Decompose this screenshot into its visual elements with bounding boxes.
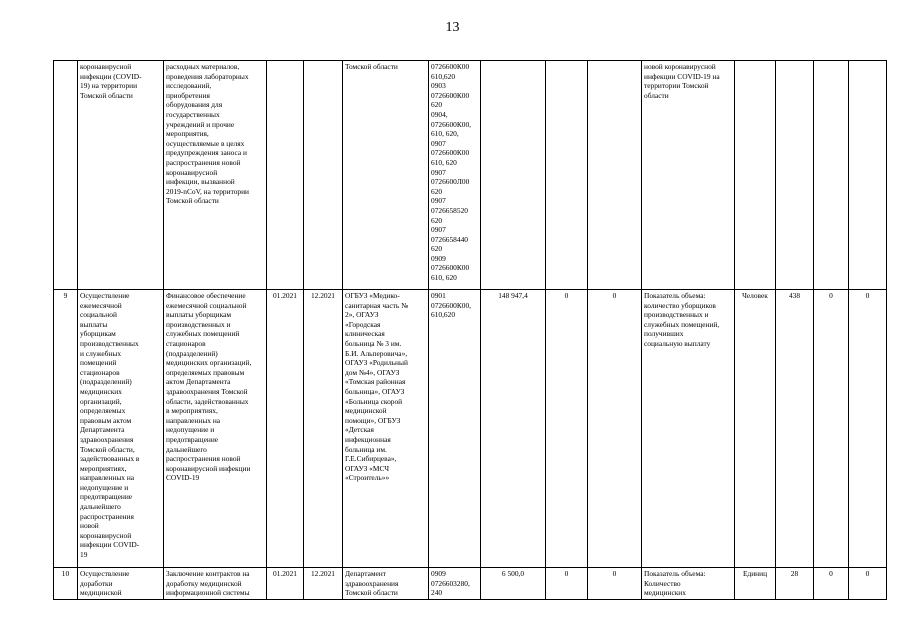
start-date: 01.2021 bbox=[267, 568, 304, 600]
executor: Томской области bbox=[343, 61, 429, 290]
value-2: 0 bbox=[814, 568, 849, 600]
budget-code: 0901 0726600К00, 610,620 bbox=[429, 290, 481, 568]
value-1: 438 bbox=[776, 290, 814, 568]
end-date: 12.2021 bbox=[304, 290, 343, 568]
budget-code: 0726600К00 610,620 0903 0726600К00 620 0904, 0726600К00, 610, 620, 0907 0726600К00 610, 620 0907 0726600Л00 620 0907 0726658520 620 0907 0726658440 620 0909 0726600К00 610, 620 bbox=[429, 61, 481, 290]
unit: Единиц bbox=[735, 568, 776, 600]
value-3: 0 bbox=[849, 568, 887, 600]
table-row bbox=[54, 568, 887, 600]
amount-2 bbox=[546, 61, 588, 290]
executor: ОГБУЗ «Медико- санитарная часть № 2», ОГАУЗ «Городская клиническая больница № 3 им. Б.И. Альперовича», ОГАУЗ «Родильный дом №4», ОГАУЗ «Томская районная больница», ОГАУЗ «Больница скорой медицинской помощи», ОГБУЗ «Детская инфекционная больница им. Г.Е.Сибирцева», ОГАУЗ «МСЧ «Строитель»» bbox=[343, 290, 429, 568]
amount-1 bbox=[481, 61, 546, 290]
measure-name: Осуществление доработки медицинской bbox=[78, 568, 164, 600]
amount-2: 0 bbox=[546, 290, 588, 568]
row-number: 10 bbox=[54, 568, 78, 600]
unit: Человек bbox=[735, 290, 776, 568]
executor: Департамент здравоохранения Томской области bbox=[343, 568, 429, 600]
indicator: Показатель объема: количество уборщиков производственных и служебных помещений, получивших социальную выплату bbox=[642, 290, 735, 568]
measures-table bbox=[53, 60, 887, 600]
unit bbox=[735, 61, 776, 290]
amount-2: 0 bbox=[546, 568, 588, 600]
value-2 bbox=[814, 61, 849, 290]
value-3: 0 bbox=[849, 290, 887, 568]
start-date: 01.2021 bbox=[267, 290, 304, 568]
end-date: 12.2021 bbox=[304, 568, 343, 600]
indicator: Показатель объема: Количество медицинских bbox=[642, 568, 735, 600]
amount-3: 0 bbox=[588, 568, 642, 600]
start-date bbox=[267, 61, 304, 290]
row-number bbox=[54, 61, 78, 290]
amount-3 bbox=[588, 61, 642, 290]
amount-1: 148 947,4 bbox=[481, 290, 546, 568]
page-number: 13 bbox=[445, 20, 460, 35]
budget-code: 0909 0726603280, 240 bbox=[429, 568, 481, 600]
value-1 bbox=[776, 61, 814, 290]
measure-name: Осуществление ежемесячной социальной выплаты уборщикам производственных и служебных помещений стационаров (подразделений) медицинских организаций, определяемых правовым актом Департамента здравоохранения Томской области, задействованных в мероприятиях, направленных на недопущение и предотвращение дальнейшего распространения новой коронавирусной инфекции COVID- 19 bbox=[78, 290, 164, 568]
indicator: новой коронавирусной инфекции COVID-19 на территории Томской области bbox=[642, 61, 735, 290]
end-date bbox=[304, 61, 343, 290]
measure-description: Финансовое обеспечение ежемесячной социальной выплаты уборщикам производственных и служебных помещений стационаров (подразделений) медицинских организаций, определяемых правовым актом Департамента здравоохранения Томской области, задействованных в мероприятиях, направленных на недопущение и предотвращение дальнейшего распространения новой коронавирусной инфекции COVID-19 bbox=[164, 290, 267, 568]
table-row bbox=[54, 61, 887, 290]
amount-1: 6 500,0 bbox=[481, 568, 546, 600]
value-2: 0 bbox=[814, 290, 849, 568]
value-1: 28 bbox=[776, 568, 814, 600]
table-row bbox=[54, 290, 887, 568]
amount-3: 0 bbox=[588, 290, 642, 568]
value-3 bbox=[849, 61, 887, 290]
row-number: 9 bbox=[54, 290, 78, 568]
measure-description: Заключение контрактов на доработку медицинской информационной системы bbox=[164, 568, 267, 600]
measure-name: коронавирусной инфекции (COVID- 19) на территории Томской области bbox=[78, 61, 164, 290]
measure-description: расходных материалов, проведения лабораторных исследований, приобретения оборудования для государственных учреждений и прочие мероприятия, осуществляемые в целях предупреждения заноса и распространения новой коронавирусной инфекции, вызванной 2019-nCoV, на территории Томской области bbox=[164, 61, 267, 290]
